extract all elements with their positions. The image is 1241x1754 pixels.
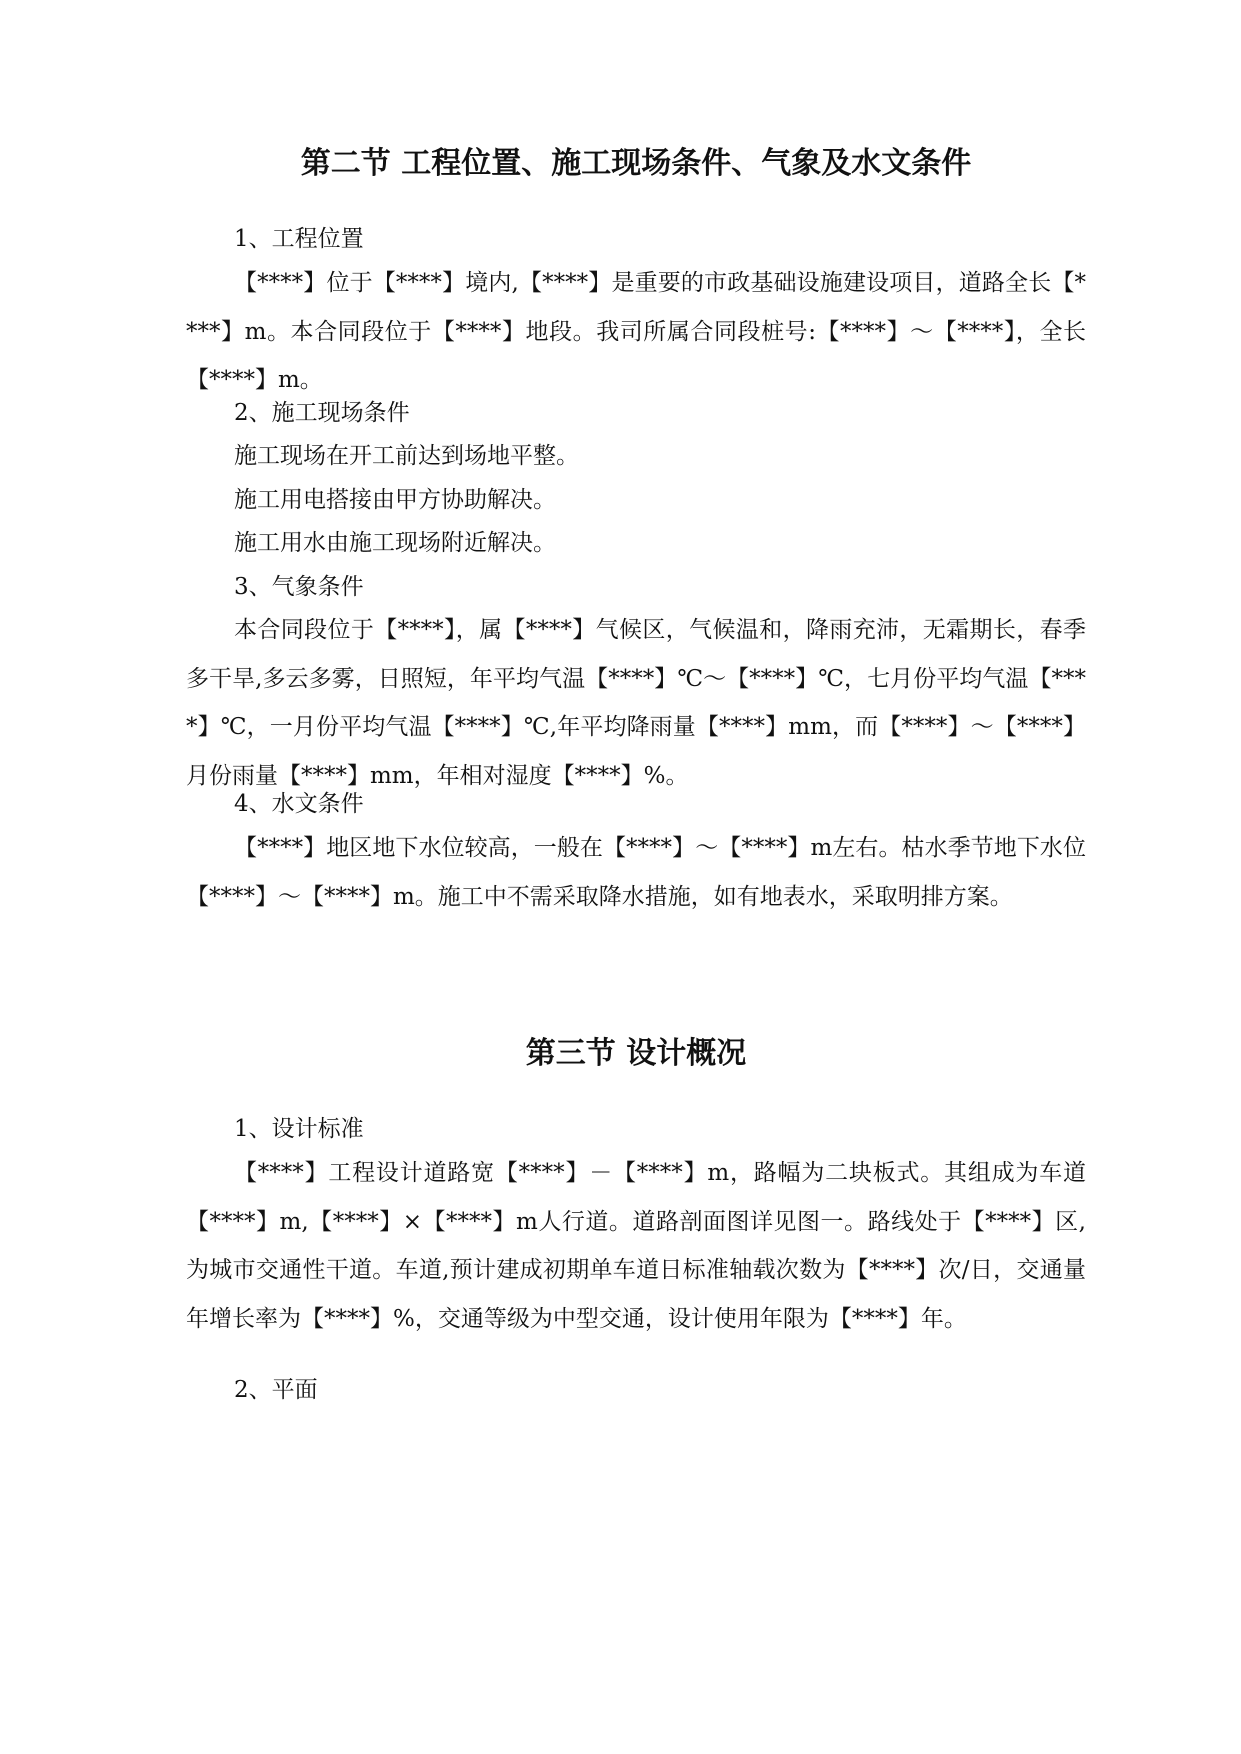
section-2-item-3-text: 本合同段位于【****】，属【****】气候区，气候温和，降雨充沛，无霜期长，春季多干旱,多云多雾，日照短，年平均气温【****】℃～【****】℃，七月份平均气温【****】℃，一月份平均气温【****】℃,年平均降雨量【****】mm，而【****】～【****】月份雨量【****】mm，年相对湿度【****】%。 [186,617,1086,789]
section-2-item-2-heading: 2、施工现场条件 [234,400,410,426]
site-condition-line-1: 施工现场在开工前达到场地平整。 [234,443,579,469]
site-condition-line-2: 施工用电搭接由甲方协助解决。 [234,487,556,513]
section-2-item-4-heading: 4、水文条件 [234,791,364,817]
section-3-item-2-heading: 2、平面 [234,1377,318,1403]
site-condition-line-3: 施工用水由施工现场附近解决。 [234,530,556,556]
section-2-item-4-text: 【****】地区地下水位较高，一般在【****】～【****】m左右。枯水季节地下水位【****】～【****】m。施工中不需采取降水措施，如有地表水，采取明排方案。 [186,835,1086,910]
section-2-title: 第二节 工程位置、施工现场条件、气象及水文条件 [300,146,972,181]
section-3-title: 第三节 设计概况 [525,1036,747,1071]
section-2-item-1-text: 【****】位于【****】境内,【****】是重要的市政基础设施建设项目，道路全长【****】m。本合同段位于【****】地段。我司所属合同段桩号:【****】～【****】，全长【****】m。 [186,270,1086,393]
section-3-item-1-heading: 1、设计标准 [234,1116,364,1142]
section-2-item-3-heading: 3、气象条件 [234,574,364,600]
section-3-item-1-text: 【****】工程设计道路宽【****】－【****】m，路幅为二块板式。其组成为车道【****】m,【****】×【****】m人行道。道路剖面图详见图一。路线处于【****】区,为城市交通性干道。车道,预计建成初期单车道日标准轴载次数为【****】次/日，交通量年增长率为【****】%，交通等级为中型交通，设计使用年限为【****】年。 [186,1160,1086,1332]
section-2-item-1-heading: 1、工程位置 [234,226,364,252]
